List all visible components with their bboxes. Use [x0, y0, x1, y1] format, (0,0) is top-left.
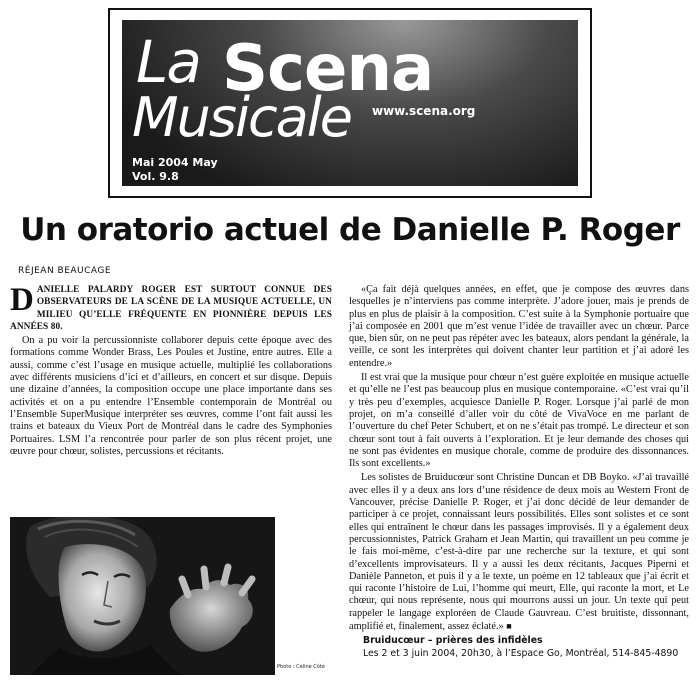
masthead-scena: Scena	[222, 32, 434, 106]
portrait-photo	[10, 517, 275, 675]
masthead	[108, 8, 592, 198]
event-info	[363, 634, 693, 660]
left-paragraph-1: On a pu voir la percussionniste collaborer depuis cette époque avec des formations comme Wonder Brass, Les Poules et Justine, entre autres. Elle a aussi, comme c’est l’usage en musique actuelle, multiplié les collaborations avec différents musiciens d’ici et d’ailleurs, en concert et sur disque. Depuis une dizaine d’années, la composition occupe une place importante dans ses activités et on a pu entendre l’Ensemble contemporain de Montréal ou l’Ensemble SuperMusique interpréter ses œuvres, comme l’ont fait aussi les trains et bateaux du Vieux Port de Montréal dans le cadre des Symphonies Portuaires. LSM l’a rencontrée pour parler de son plus récent projet, une œuvre pour chœur, solistes, percussions et récitants.	[10, 335, 332, 457]
article-byline: RÉJEAN BEAUCAGE	[18, 266, 112, 276]
photo-credit: Photo : Céline Côté	[277, 664, 325, 670]
portrait-photo-image	[10, 517, 275, 675]
event-title: Bruiducœur – prières des infidèles	[363, 635, 543, 646]
right-paragraph-1: «Ça fait déjà quelques années, en effet, que je compose des œuvres dans lesquelles je n’interviens pas comme interprète. J’adore jouer, mais je prends de plus en plus de plaisir à la composition. C’est suite à la Symphonie portuaire que j’ai composée en 2001 que m’est venue l’idée de travailler avec un chœur. Parce que, bien sûr, on ne peut pas répéter avec les bateaux, alors pendant la générale, la veille, ce sont les interprètes qui doivent chanter leur partition et j’ai adoré les entendre.»	[349, 284, 689, 369]
event-details: Les 2 et 3 juin 2004, 20h30, à l’Espace Go, Montréal, 514-845-4890	[363, 648, 679, 659]
right-paragraph-3	[349, 472, 689, 633]
masthead-la: La	[136, 28, 200, 96]
masthead-banner	[122, 20, 578, 186]
lead-text: ANIELLE PALARDY ROGER EST SURTOUT CONNUE DES OBSERVATEURS DE LA SCÈNE DE LA MUSIQUE ACTUELLE, UN MILIEU QU’ELLE FRÉQUENTE EN PIONNIÈRE DEPUIS LES ANNÉES 80.	[10, 285, 332, 332]
right-paragraph-2: Il est vrai que la musique pour chœur n’est guère exploitée en musique actuelle et qu’elle ne l’est pas beaucoup plus en musique contemporaine. «C’est vrai qu’il y très peu d’exemples, acquiesce Danielle P. Roger. Lorsque j’ai parlé de mon projet, on m’a conseillé d’aller voir du côté de VivaVoce en me parlant de l’ouverture du chef Peter Schubert, et on ne s’était pas trompé. Le directeur et son chœur sont tout à fait ouverts à l’exploration. Et je leur demande des choses qui ne sont pas évidentes en musique chorale, comme de produire des dissonnances. Ils sont excellents.»	[349, 372, 689, 470]
article-headline: Un oratorio actuel de Danielle P. Roger	[20, 212, 680, 248]
end-mark-icon: ■	[506, 621, 512, 632]
right-paragraph-3-text: Les solistes de Bruiducœur sont Christine Duncan et DB Boyko. «J’ai travaillé avec elles il y a deux ans lors d’une résidence de deux mois au Western Front de Vancouver, précise Danielle P. Roger, et j’ai donc décidé de leur demander de participer à ce projet, connaissant leurs possibilités. Elles sont solistes et ce sont elles qui entraînent le chœur dans les passages improvisés. Il y a également deux percussionnistes, Patrick Graham et Jean Martin, qui travaillent un peu comme je le fais moi-même, c’est-à-dire par une recherche sur la texture, et qui sont d’excellents improvisateurs. Il y a aussi les deux récitants, Jacques Piperni et Danièle Panneton, et puis il y a le texte, un poème en 12 tableaux que j’ai écrit et qui raconte l’histoire de Lui, l’homme qui meurt, Elle, qui raconte la mort, et Le chœur, qui nous représente, nous qui mourrons aussi un jour. Un texte qui peut rappeler le langage exploréen de Claude Gauvreau. C’est bruitiste, dissonnant, amplifié et, finalement, assez éclaté.»	[349, 472, 689, 633]
masthead-url[interactable]: www.scena.org	[372, 104, 476, 118]
masthead-musicale: Musicale	[132, 86, 351, 149]
article-left-column	[10, 284, 332, 458]
drop-cap: D	[10, 282, 34, 318]
article-right-column	[349, 284, 689, 633]
lead-paragraph	[10, 284, 332, 333]
issue-volume: Vol. 9.8	[132, 170, 179, 183]
issue-date: Mai 2004 May	[132, 156, 218, 169]
masthead-issue	[132, 156, 218, 184]
